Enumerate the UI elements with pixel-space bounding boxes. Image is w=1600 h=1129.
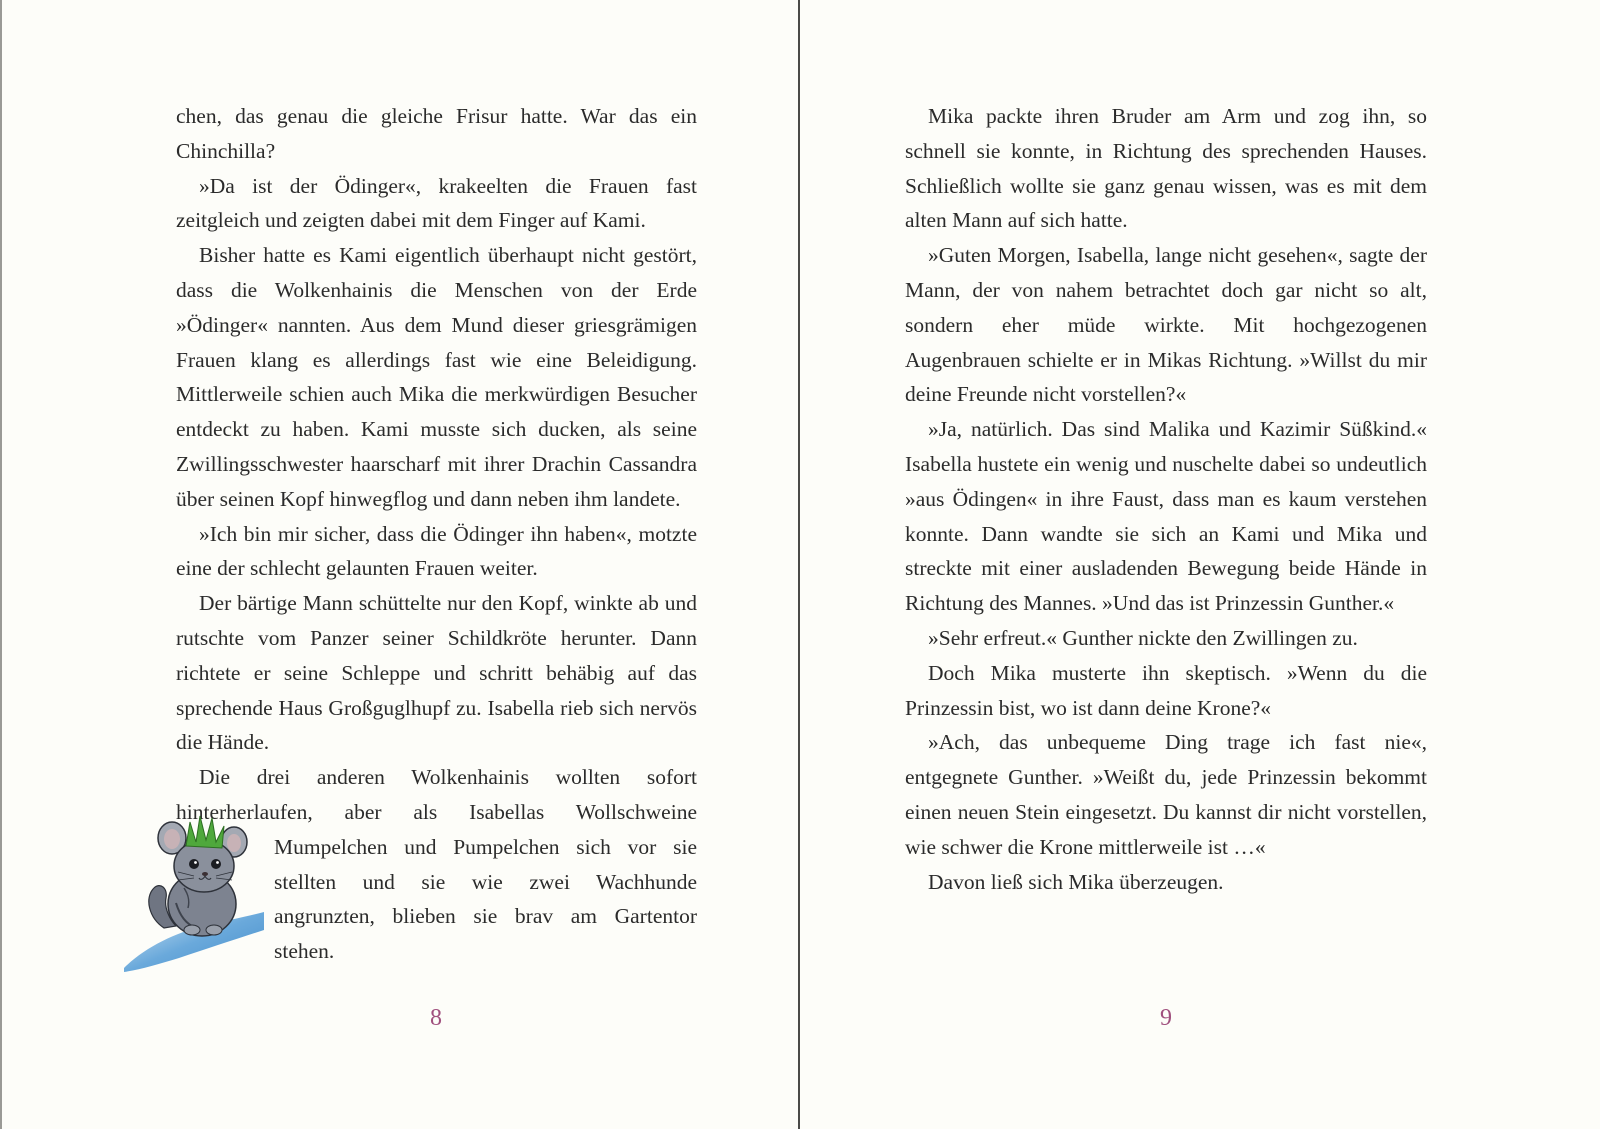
paragraph: Mika packte ihren Bruder am Arm und zog ihn, so schnell sie konnte, in Richtung des sprechenden Hauses. Schließlich wollte sie ganz genau wissen, was es mit dem alten Mann auf sich hatte.: [905, 104, 1427, 233]
paragraph: Der bärtige Mann schüttelte nur den Kopf, winkte ab und rutschte vom Panzer seiner Schildkröte herunter. Dann richtete er seine Schleppe und schritt behäbig auf das sprechende Haus Großguglhupf zu. Isabella rieb sich nervös die Hände.: [176, 591, 697, 755]
paragraph: »Ja, natürlich. Das sind Malika und Kazimir Süßkind.« Isabella hustete ein wenig und nuschelte dabei so undeutlich »aus Ödingen« in ihre Faust, dass man es kaum verstehen konnte. Dann wandte sie sich an Kami und Mika und streckte mit einer ausladenden Bewegung beide Hände in Richtung des Mannes. »Und das ist Prinzessin Gunther.«: [905, 417, 1427, 616]
paragraph-rest: herlaufen, aber als Isabellas Wollschweine Mumpelchen und Pumpelchen sich vor sie stellten und sie wie zwei Wachhunde angrunzten, blieben sie brav am Gartentor stehen.: [226, 799, 697, 964]
page-edge: [0, 0, 2, 1129]
right-page-text: [905, 99, 1427, 899]
paragraph: »Sehr erfreut.« Gunther nickte den Zwillingen zu.: [928, 625, 1358, 650]
paragraph: »Ich bin mir sicher, dass die Ödinger ihn haben«, motzte eine der schlecht gelaunten Frauen weiter.: [176, 521, 697, 581]
paragraph: »Guten Morgen, Isabella, lange nicht gesehen«, sagte der Mann, der von nahem betrachtet doch gar nicht so alt, sondern eher müde wirkte. Mit hochgezogenen Augenbrauen schielte er in Mikas Richtung. »Willst du mir deine Freunde nicht vorstellen?«: [905, 243, 1427, 407]
paragraph: Doch Mika musterte ihn skeptisch. »Wenn du die Prinzessin bist, wo ist dann deine Krone?«: [905, 660, 1427, 720]
paragraph: »Da ist der Ödinger«, krakeelten die Frauen fast zeitgleich und zeigten dabei mit dem Finger auf Kami.: [176, 173, 697, 233]
book-gutter: [798, 0, 800, 1129]
page-number: 9: [1160, 1005, 1172, 1031]
page-number: 8: [430, 1005, 442, 1031]
paragraph: Davon ließ sich Mika überzeugen.: [928, 869, 1224, 894]
chinchilla-illustration: [124, 808, 264, 972]
paragraph-first-line: Die drei anderen Wolkenhainis wollten sofort hinter: [176, 765, 697, 824]
right-page: [905, 99, 1427, 899]
paragraph: »Ach, das unbequeme Ding trage ich fast nie«, entgegnete Gunther. »Weißt du, jede Prinzessin bekommt einen neuen Stein eingesetzt. Du kannst dir nicht vorstellen, wie schwer die Krone mittlerweile ist …«: [905, 730, 1427, 859]
paragraph: chen, das genau die gleiche Frisur hatte. War das ein Chinchilla?: [176, 104, 697, 163]
paragraph: Bisher hatte es Kami eigentlich überhaupt nicht gestört, dass die Wolkenhainis die Menschen von der Erde »Ödinger« nannten. Aus dem Mund dieser griesgrämigen Frauen klang es allerdings fast wie eine Beleidigung. Mittlerweile schien auch Mika die merkwürdigen Besucher entdeckt zu haben. Kami musste sich ducken, als seine Zwillingsschwester haarscharf mit ihrer Drachin Cassandra über seinen Kopf hinwegflog und dann neben ihm landete.: [176, 243, 697, 511]
